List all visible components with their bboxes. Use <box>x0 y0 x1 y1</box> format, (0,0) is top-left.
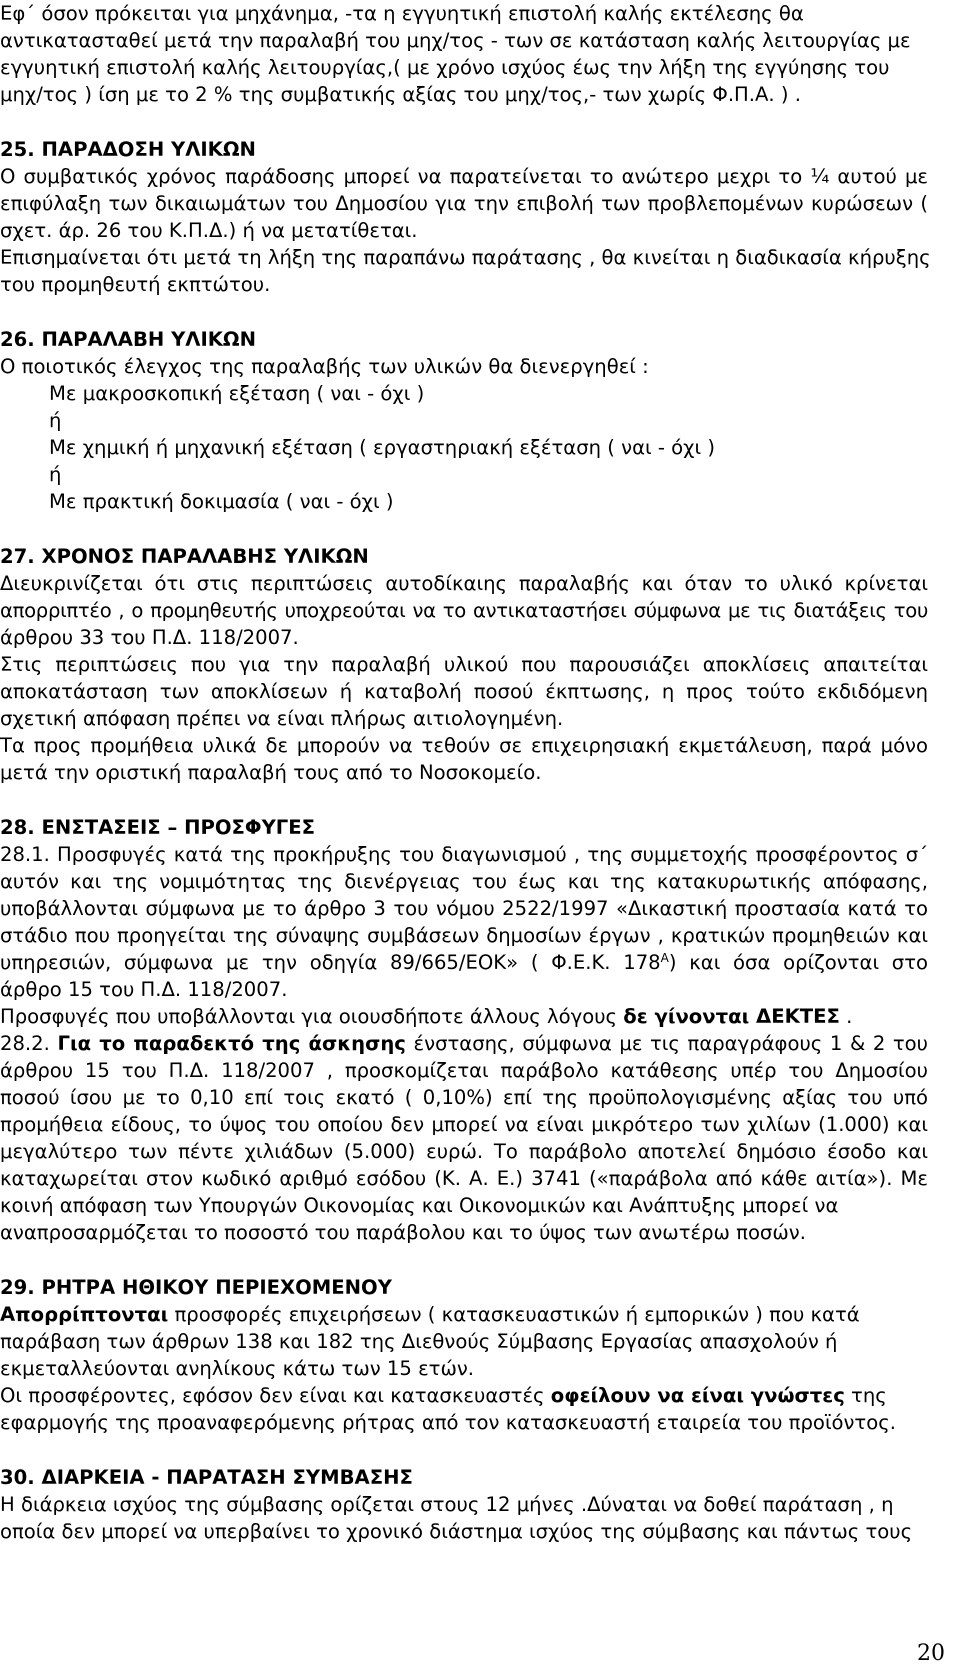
section-30-heading: 30. ΔΙΑΡΚΕΙΑ - ΠΑΡΑΤΑΣΗ ΣΥΜΒΑΣΗΣ <box>0 1466 413 1489</box>
section-27-line: Στις περιπτώσεις που για την παραλαβή υλικού που παρουσιάζει αποκλίσεις απαιτείται <box>0 653 928 676</box>
section-28-line: άρθρου 15 του Π.Δ. 118/2007 , προσκομίζεται παράβολο κατάθεσης υπέρ του Δημοσίου <box>0 1059 928 1082</box>
section-27-line: αποκατάσταση των αποκλίσεων ή καταβολή ποσού έκπτωσης, η προς τούτο εκδιδόμενη <box>0 680 928 703</box>
intro-line: Εφ΄ όσον πρόκειται για μηχάνημα, -τα η εγγυητική επιστολή καλής εκτέλεσης θα <box>0 2 804 25</box>
fek-text: υπηρεσιών, σύμφωνα με την οδηγία 89/665/ΕΟΚ» ( Φ.Ε.Κ. 178 <box>0 951 661 974</box>
section-25-line: επιφύλαξη των δικαιωμάτων του Δημοσίου για την επιβολή των προβλεπομένων κυρώσεων ( <box>0 192 928 215</box>
text-run: Προσφυγές που υποβάλλονται για οιουσδήποτε άλλους λόγους <box>0 1005 624 1028</box>
text-run: της <box>844 1384 887 1407</box>
inspection-option: Με χημική ή μηχανική εξέταση ( εργαστηριακή εξέταση ( ναι - όχι ) <box>49 436 715 459</box>
section-28-line: 28.1. Προσφυγές κατά της προκήρυξης του διαγωνισμού , της συμμετοχής προσφέροντος σ΄ <box>0 843 928 866</box>
section-26-intro: Ο ποιοτικός έλεγχος της παραλαβής των υλικών θα διενεργηθεί : <box>0 355 649 378</box>
intro-line: μηχ/τος ) ίση με το 2 % της συμβατικής αξίας του μηχ/τος,- των χωρίς Φ.Π.Α. ) . <box>0 83 801 106</box>
section-29-line: εφαρμογής της προαναφερόμενης ρήτρας από τον κατασκευαστή εταιρεία του προϊόντος. <box>0 1411 896 1434</box>
section-26-heading: 26. ΠΑΡΑΛΑΒΗ ΥΛΙΚΩΝ <box>0 328 256 351</box>
emphasis-rejected: Απορρίπτονται <box>0 1303 169 1326</box>
inspection-or: ή <box>49 409 62 432</box>
page-number: 20 <box>917 1641 945 1666</box>
intro-line: εγγυητική επιστολή καλής λειτουργίας,( με χρόνο ισχύος έως την λήξη της εγγύησης του <box>0 56 890 79</box>
section-27-line: Τα προς προμήθεια υλικά δε μπορούν να τεθούν σε επιχειρησιακή εκμετάλευση, παρά μόνο <box>0 734 928 757</box>
emphasis-not-accepted: δε γίνονται ΔΕΚΤΕΣ <box>623 1005 840 1028</box>
intro-line: αντικατασταθεί μετά την παραλαβή του μηχ/τος - των σε κατάσταση καλής λειτουργίας με <box>0 29 911 52</box>
section-27-heading: 27. ΧΡΟΝΟΣ ΠΑΡΑΛΑΒΗΣ ΥΛΙΚΩΝ <box>0 545 369 568</box>
section-27-line: απορριπτέο , ο προμηθευτής υποχρεούται να το αντικαταστήσει σύμφωνα με τις διατάξεις του <box>0 599 928 622</box>
section-29-heading: 29. ΡΗΤΡΑ ΗΘΙΚΟΥ ΠΕΡΙΕΧΟΜΕΝΟΥ <box>0 1276 392 1299</box>
inspection-option: Με μακροσκοπική εξέταση ( ναι - όχι ) <box>49 382 425 405</box>
text-run: 28.2. <box>0 1032 58 1055</box>
section-28-line: υποβάλλονται σύμφωνα με το άρθρο 3 του νόμου 2522/1997 «Δικαστική προστασία κατά το <box>0 897 928 920</box>
section-28-heading: 28. ΕΝΣΤΑΣΕΙΣ – ΠΡΟΣΦΥΓΕΣ <box>0 816 316 839</box>
text-run: προσφορές επιχειρήσεων ( κατασκευαστικών ή εμπορικών ) που κατά <box>168 1303 860 1326</box>
section-28-line: αυτόν και της νομιμότητας της διενέργειας του έως και της κατακυρωτικής απόφασης, <box>0 870 928 893</box>
inspection-option: Με πρακτική δοκιμασία ( ναι - όχι ) <box>49 490 394 513</box>
section-29-line <box>0 1382 887 1409</box>
section-28-line: στάδιο που προηγείται της σύναψης συμβάσεων δημοσίων έργων , κρατικών προμηθειών και <box>0 924 928 947</box>
section-30-line: Η διάρκεια ισχύος της σύμβασης ορίζεται στους 12 μήνες .Δύναται να δοθεί παράταση , η <box>0 1493 894 1516</box>
section-28-line: άρθρο 15 του Π.Δ. 118/2007. <box>0 978 288 1001</box>
inspection-or: ή <box>49 463 62 486</box>
section-29-line: εκμεταλλεύονται ανηλίκους κάτω των 15 ετών. <box>0 1357 475 1380</box>
section-28-line-fek <box>0 949 928 976</box>
text-run: ένστασης, σύμφωνα με τις παραγράφους 1 & 2 του <box>405 1032 928 1055</box>
emphasis-must-know: οφείλουν να είναι γνώστες <box>550 1384 845 1407</box>
section-25-heading: 25. ΠΑΡΑΔΟΣΗ ΥΛΙΚΩΝ <box>0 138 256 161</box>
emphasis-admissibility: Για το παραδεκτό της άσκησης <box>57 1032 406 1055</box>
section-28-appeals-line <box>0 1003 852 1030</box>
section-25-line: σχετ. άρ. 26 του Κ.Π.Δ.) ή να μετατίθεται. <box>0 219 418 242</box>
section-28-line: κοινή απόφαση των Υπουργών Οικονομίας και Οικονομικών και Ανάπτυξης μπορεί να <box>0 1194 839 1217</box>
section-27-line: μετά την οριστική παραλαβή τους από το Νοσοκομείο. <box>0 761 542 784</box>
section-27-line: Διευκρινίζεται ότι στις περιπτώσεις αυτοδίκαιης παραλαβής και όταν το υλικό κρίνεται <box>0 572 928 595</box>
section-28-2-line <box>0 1030 928 1057</box>
section-29-line: παράβαση των άρθρων 138 και 182 της Διεθνούς Σύμβασης Εργασίας απασχολούν ή <box>0 1330 838 1353</box>
section-25-line: Ο συμβατικός χρόνος παράδοσης μπορεί να παρατείνεται το ανώτερο μεχρι το ¼ αυτού με <box>0 165 928 188</box>
section-30-line: οποία δεν μπορεί να υπερβαίνει το χρονικό διάστημα ισχύος της σύμβασης και πάντως τους <box>0 1520 913 1543</box>
section-28-line: μεγαλύτερο των πέντε χιλιάδων (5.000) ευρώ. Το παράβολο αποτελεί δημόσιο έσοδο και <box>0 1140 928 1163</box>
section-28-line: καταχωρείται στον κωδικό αριθμό εσόδου (Κ. Α. Ε.) 3741 («παράβολα από κάθε αιτία»). Με <box>0 1167 928 1190</box>
section-29-line <box>0 1301 860 1328</box>
section-28-line: προμήθεια είδους, το ύψος του οποίου δεν μπορεί να είναι μικρότερο των χιλίων (1.000) και <box>0 1113 928 1136</box>
section-27-line: σχετική απόφαση πρέπει να είναι πλήρως αιτιολογημένη. <box>0 707 564 730</box>
section-28-line: ποσού ίσου με το 0,10 επί τοις εκατό ( 0,10%) επί της προϋπολογισμένης αξίας του υπό <box>0 1086 928 1109</box>
fek-superscript: Α <box>660 951 669 965</box>
fek-text-end: ) και όσα ορίζονται στο <box>668 951 928 974</box>
text-run: Οι προσφέροντες, εφόσον δεν είναι και κατασκευαστές <box>0 1384 551 1407</box>
section-25-line: Επισημαίνεται ότι μετά τη λήξη της παραπάνω παράτασης , θα κινείται η διαδικασία κήρυξης <box>0 246 931 269</box>
section-25-line: του προμηθευτή εκπτώτου. <box>0 273 271 296</box>
text-run: . <box>839 1005 853 1028</box>
section-28-line: αναπροσαρμόζεται το ποσοστό του παράβολου και το ύψος των ανωτέρω ποσών. <box>0 1221 806 1244</box>
section-27-line: άρθρου 33 του Π.Δ. 118/2007. <box>0 626 299 649</box>
